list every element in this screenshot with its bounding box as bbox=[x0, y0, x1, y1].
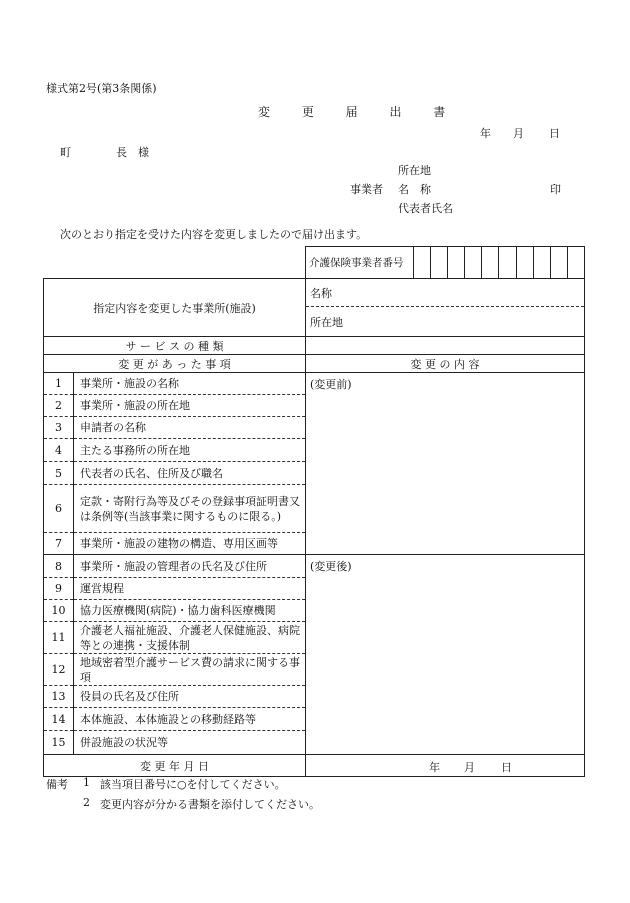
change-date-day: 日 bbox=[501, 760, 512, 774]
name-label: 名 称 bbox=[398, 183, 431, 196]
item-text: 事業所・施設の建物の構造、専用区画等 bbox=[74, 533, 306, 555]
address-label: 所在地 bbox=[398, 164, 431, 177]
item-number[interactable]: 10 bbox=[44, 600, 74, 622]
item-text: 協力医療機関(病院)・協力歯科医療機関 bbox=[74, 600, 306, 622]
item-number[interactable]: 6 bbox=[44, 485, 74, 533]
item-number[interactable]: 7 bbox=[44, 533, 74, 555]
provider-number-cell bbox=[306, 247, 585, 279]
item-text: 申請者の名称 bbox=[74, 417, 306, 439]
before-label: (変更前) bbox=[310, 378, 352, 391]
provider-number-label: 介護保険事業者番号 bbox=[309, 257, 404, 269]
change-date-year: 年 bbox=[429, 760, 440, 774]
item-number[interactable]: 8 bbox=[44, 555, 74, 578]
intro-text: 次のとおり指定を受けた内容を変更しましたので届け出ます。 bbox=[60, 228, 368, 241]
note2-text: 変更内容が分かる書類を添付してください。 bbox=[100, 798, 320, 811]
applicant-label: 事業者 bbox=[350, 183, 383, 196]
provider-number-input[interactable] bbox=[413, 247, 584, 278]
item-text: 本体施設、本体施設との移動経路等 bbox=[74, 708, 306, 731]
representative-label: 代表者氏名 bbox=[398, 202, 453, 215]
item-number[interactable]: 15 bbox=[44, 731, 74, 755]
note2-number: 2 bbox=[83, 796, 90, 809]
item-text: 併設施設の状況等 bbox=[74, 731, 306, 755]
facility-address-field[interactable] bbox=[306, 307, 585, 337]
notes-label: 備考 bbox=[46, 778, 68, 791]
item-text: 地域密着型介護サービス費の請求に関する事項 bbox=[74, 654, 306, 686]
item-text: 代表者の氏名、住所及び職名 bbox=[74, 462, 306, 485]
change-date-month: 月 bbox=[464, 760, 475, 774]
item-text: 事業所・施設の所在地 bbox=[74, 395, 306, 417]
item-number[interactable]: 14 bbox=[44, 708, 74, 731]
change-before-field[interactable] bbox=[306, 373, 585, 555]
change-date-label: 変 更 年 月 日 bbox=[44, 755, 306, 777]
facility-address-label: 所在地 bbox=[310, 315, 343, 329]
facility-name-label: 名称 bbox=[310, 286, 332, 300]
change-after-field[interactable] bbox=[306, 555, 585, 755]
date-year-label: 年 bbox=[480, 127, 491, 140]
facility-label: 指定内容を変更した事業所(施設) bbox=[44, 279, 306, 337]
item-text: 介護老人福祉施設、介護老人保健施設、病院等との連携・支援体制 bbox=[74, 622, 306, 654]
item-number[interactable]: 1 bbox=[44, 373, 74, 395]
note1-text: 該当項目番号に○を付してください。 bbox=[100, 778, 286, 791]
service-type-field[interactable] bbox=[306, 337, 585, 355]
item-text: 事業所・施設の管理者の氏名及び住所 bbox=[74, 555, 306, 578]
item-text: 運営規程 bbox=[74, 578, 306, 600]
item-number[interactable]: 5 bbox=[44, 462, 74, 485]
seal-mark: 印 bbox=[550, 183, 561, 196]
addressee-head: 長 様 bbox=[116, 146, 149, 159]
item-text: 役員の氏名及び住所 bbox=[74, 686, 306, 708]
addressee-town: 町 bbox=[60, 146, 71, 159]
service-type-label: サ ー ビ ス の 種 類 bbox=[44, 337, 306, 355]
note1-number: 1 bbox=[83, 776, 90, 789]
change-content-header: 変 更 の 内 容 bbox=[306, 355, 585, 373]
after-label: (変更後) bbox=[310, 560, 352, 573]
item-number[interactable]: 13 bbox=[44, 686, 74, 708]
item-number[interactable]: 9 bbox=[44, 578, 74, 600]
item-number[interactable]: 3 bbox=[44, 417, 74, 439]
item-text: 定款・寄附行為等及びその登録事項証明書又は条例等(当該事業に関するものに限る。) bbox=[74, 485, 306, 533]
item-number[interactable]: 11 bbox=[44, 622, 74, 654]
facility-name-field[interactable] bbox=[306, 279, 585, 307]
item-text: 主たる事務所の所在地 bbox=[74, 439, 306, 462]
form-number: 様式第2号(第3条関係) bbox=[46, 82, 157, 95]
changed-items-header: 変 更 が あ っ た 事 項 bbox=[44, 355, 306, 373]
change-notification-table bbox=[43, 246, 585, 777]
item-number[interactable]: 12 bbox=[44, 654, 74, 686]
date-month-label: 月 bbox=[513, 127, 524, 140]
item-number[interactable]: 2 bbox=[44, 395, 74, 417]
page-title: 変 更 届 出 書 bbox=[258, 105, 460, 119]
item-number[interactable]: 4 bbox=[44, 439, 74, 462]
item-text: 事業所・施設の名称 bbox=[74, 373, 306, 395]
change-date-field[interactable] bbox=[306, 755, 585, 777]
date-day-label: 日 bbox=[549, 127, 560, 140]
